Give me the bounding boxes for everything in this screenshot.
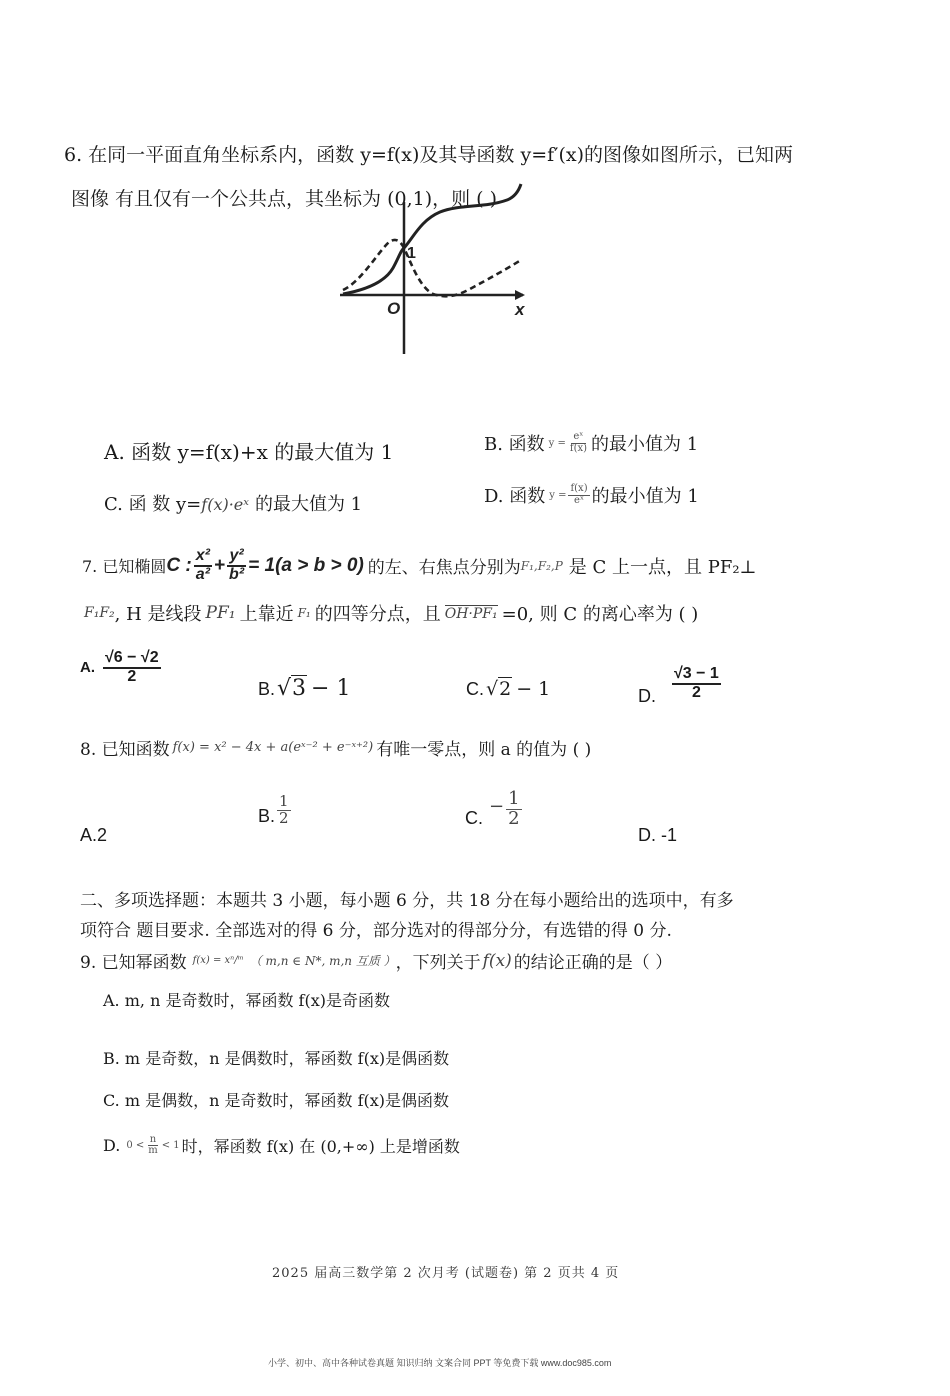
q8-option-c: C. − $\frac{1}{2}$ (465, 788, 520, 829)
section2-line2: 项符合 题目要求. 全部选对的得 6 分，部分选对的得部分分，有选错的得 0 分. (80, 921, 672, 941)
label-one: 1 (407, 245, 416, 262)
q7-option-d: D. $\frac{√3 - 1}{2}$ (638, 664, 719, 706)
q6-option-d: D. 函数 y = $\frac{f(x)}{\text{eˣ}}$ 的最小值为 1 (484, 483, 699, 507)
q8-option-b: B. $\frac{1}{2}$ (258, 792, 289, 827)
section2-line1: 二、多项选择题：本题共 3 小题，每小题 6 分，共 18 分在每小题给出的选项中，有多 (80, 891, 734, 911)
ellipse-equation: C : $\frac{\text{x²}}{\text{a²}}$ + $\frac{\text{y²}}{\text{b²}}$ = 1(a > b > 0) (166, 547, 364, 583)
q8-line: 8. 已知函数 f(x) = x² − 4x + a(eˣ⁻² + e⁻ˣ⁺²) 有唯一零点，则 a 的值为 ( ) (80, 740, 592, 760)
q6-function-graph (335, 182, 535, 357)
q6-line2: 图像 有且仅有一个公共点，其坐标为 (0,1)，则 ( ) (71, 188, 498, 210)
q9-option-d: D. 0 < $\frac{n}{m}$ < 1 时，幂函数 f(x) 在 (0,+∞) 上是增函数 (103, 1133, 460, 1156)
label-origin: O (387, 299, 401, 318)
q7-line1: 7. 已知椭圆 C : $\frac{\text{x²}}{\text{a²}}$ + $\frac{\text{y²}}{\text{b²}}$ = 1(a > b > 0) 的左、右焦点分别为 F₁,F₂,P 是 C 上一点，且 PF₂⊥ (82, 547, 757, 583)
q9-option-a: A. m, n 是奇数时，幂函数 f(x)是奇函数 (103, 991, 390, 1010)
q9-line: 9. 已知幂函数 f(x) = xⁿ/ᵐ （ m,n ∈ N*, m,n 互质 ） ，下列关于 f(x) 的结论正确的是（ ） (80, 950, 673, 973)
q6-line1: 6. 在同一平面直角坐标系内，函数 y=f(x)及其导函数 y=f′(x)的图像如图所示，已知两 (64, 144, 794, 166)
page-footer: 2025 届高三数学第 2 次月考 (试题卷) 第 2 页共 4 页 (272, 1266, 620, 1281)
q6-option-c: C. 函 数 y=f(x)·eˣ 的最大值为 1 (104, 494, 363, 515)
q8-option-a: A.2 (80, 825, 108, 845)
q7-line2: F₁F₂ , H 是线段 PF₁ 上靠近 F₁ 的四等分点，且 OH·PF₁ =0, 则 C 的离心率为 ( ) (84, 603, 699, 625)
q7-option-b: B. √3 − 1 (258, 676, 351, 701)
q8-option-d: D. -1 (638, 825, 678, 845)
x-axis-arrow (515, 290, 525, 300)
q7-option-a: A. $\frac{√6 - √2}{2}$ (80, 649, 159, 685)
q7-option-c: C. √2 − 1 (466, 678, 551, 700)
q6-option-b: B. 函数 y = $\frac{\text{eˣ}}{f(x)}$ 的最小值为 1 (484, 431, 699, 455)
q9-option-c: C. m 是偶数，n 是奇数时，幂函数 f(x)是偶函数 (103, 1091, 450, 1110)
label-x: x (515, 300, 525, 319)
q9-option-b: B. m 是奇数，n 是偶数时，幂函数 f(x)是偶函数 (103, 1049, 450, 1068)
site-footer: 小学、初中、高中各种试卷真题 知识归纳 文案合同 PPT 等免费下载 www.doc985.com (268, 1358, 612, 1368)
q6-option-a: A. 函数 y=f(x)+x 的最大值为 1 (104, 440, 394, 464)
f-curve (343, 184, 521, 294)
